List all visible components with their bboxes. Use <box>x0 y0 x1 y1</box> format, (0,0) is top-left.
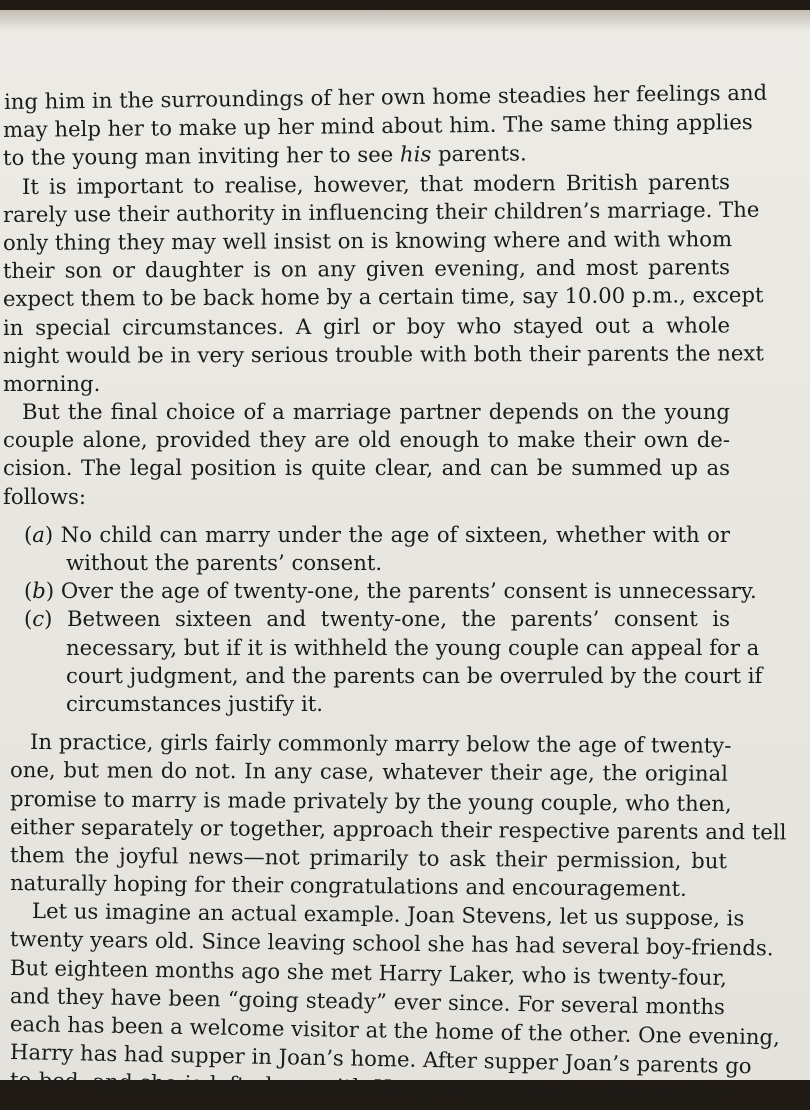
text-line: twenty years old. Since leaving school she has had several boy-friends. <box>9 926 774 961</box>
text-line: expect them to be back home by a certain time, say 10.00 p.m., except <box>2 282 764 312</box>
list-item-b: (b) Over the age of twenty-one, the parents’ consent is unnecessary. <box>24 578 757 604</box>
text-line: each has been a welcome visitor at the home of the other. One evening, <box>9 1011 781 1050</box>
book-page <box>0 10 810 1108</box>
text-line: It is important to realise, however, that modern British parents <box>21 168 731 199</box>
text-line: follows: <box>3 483 87 509</box>
text-line: But the final choice of a marriage partner depends on the young <box>22 399 730 425</box>
text-line: Let us imagine an actual example. Joan Stevens, let us suppose, is <box>31 898 745 931</box>
text-line: to the young man inviting her to see his parents. <box>2 140 527 171</box>
text-line: necessary, but if it is withheld the young couple can appeal for a <box>66 634 760 660</box>
text-line: ing him in the surroundings of her own home steadies her feelings and <box>3 79 768 114</box>
list-marker: b <box>32 578 46 604</box>
text-line: rarely use their authority in influencing their children’s marriage. The <box>2 196 760 227</box>
text-line: morning. <box>3 370 101 396</box>
text-line: Harry has had supper in Joan’s home. After supper Joan’s parents go <box>9 1039 752 1079</box>
text-line: promise to marry is made privately by the young couple, who then, <box>9 785 732 816</box>
text-line: without the parents’ consent. <box>66 550 383 575</box>
list-item-c: (c) Between sixteen and twenty-one, the parents’ consent is <box>24 606 730 632</box>
text-line: either separately or together, approach their respective parents and tell <box>9 813 787 845</box>
text-line: their son or daughter is on any given evening, and most parents <box>2 254 731 284</box>
text-line: In practice, girls fairly commonly marry below the age of twenty- <box>29 729 732 758</box>
list-item-a: (a) No child can marry under the age of sixteen, whether with or <box>24 521 730 547</box>
spacer <box>0 718 810 728</box>
page-edge-shadow <box>0 10 810 32</box>
text-line: cision. The legal position is quite clear, and can be summed up as <box>3 455 730 481</box>
text-line: and they have been “going steady” ever since. For several months <box>9 982 726 1020</box>
text-line: one, but men do not. In any case, whatever their age, the original <box>9 757 729 787</box>
text-line: them the joyful news—not primarily to ask their permission, but <box>9 841 728 874</box>
emphasis: his <box>399 141 432 167</box>
text-line: to bed, and she is left alone with Harry, sitting next to him on the <box>9 1067 725 1108</box>
text-line: in special circumstances. A girl or boy who stayed out a whole <box>2 311 731 340</box>
text-line: But eighteen months ago she met Harry Laker, who is twenty-four, <box>9 954 728 990</box>
text-line: court judgment, and the parents can be overruled by the court if <box>66 662 763 688</box>
list-marker: a <box>32 521 45 547</box>
spacer <box>0 511 810 521</box>
text-line: circumstances justify it. <box>66 690 324 716</box>
text-line: only thing they may well insist on is knowing where and with whom <box>2 226 733 255</box>
text-line: night would be in very serious trouble with both their parents the next <box>2 340 764 368</box>
text-line: naturally hoping for their congratulations and encouragement. <box>9 870 687 901</box>
text-line: may help her to make up her mind about him. The same thing applies <box>2 109 753 143</box>
list-marker: c <box>32 606 45 632</box>
body-text <box>0 79 810 1108</box>
text-line: couple alone, provided they are old enough to make their own de- <box>3 427 730 453</box>
